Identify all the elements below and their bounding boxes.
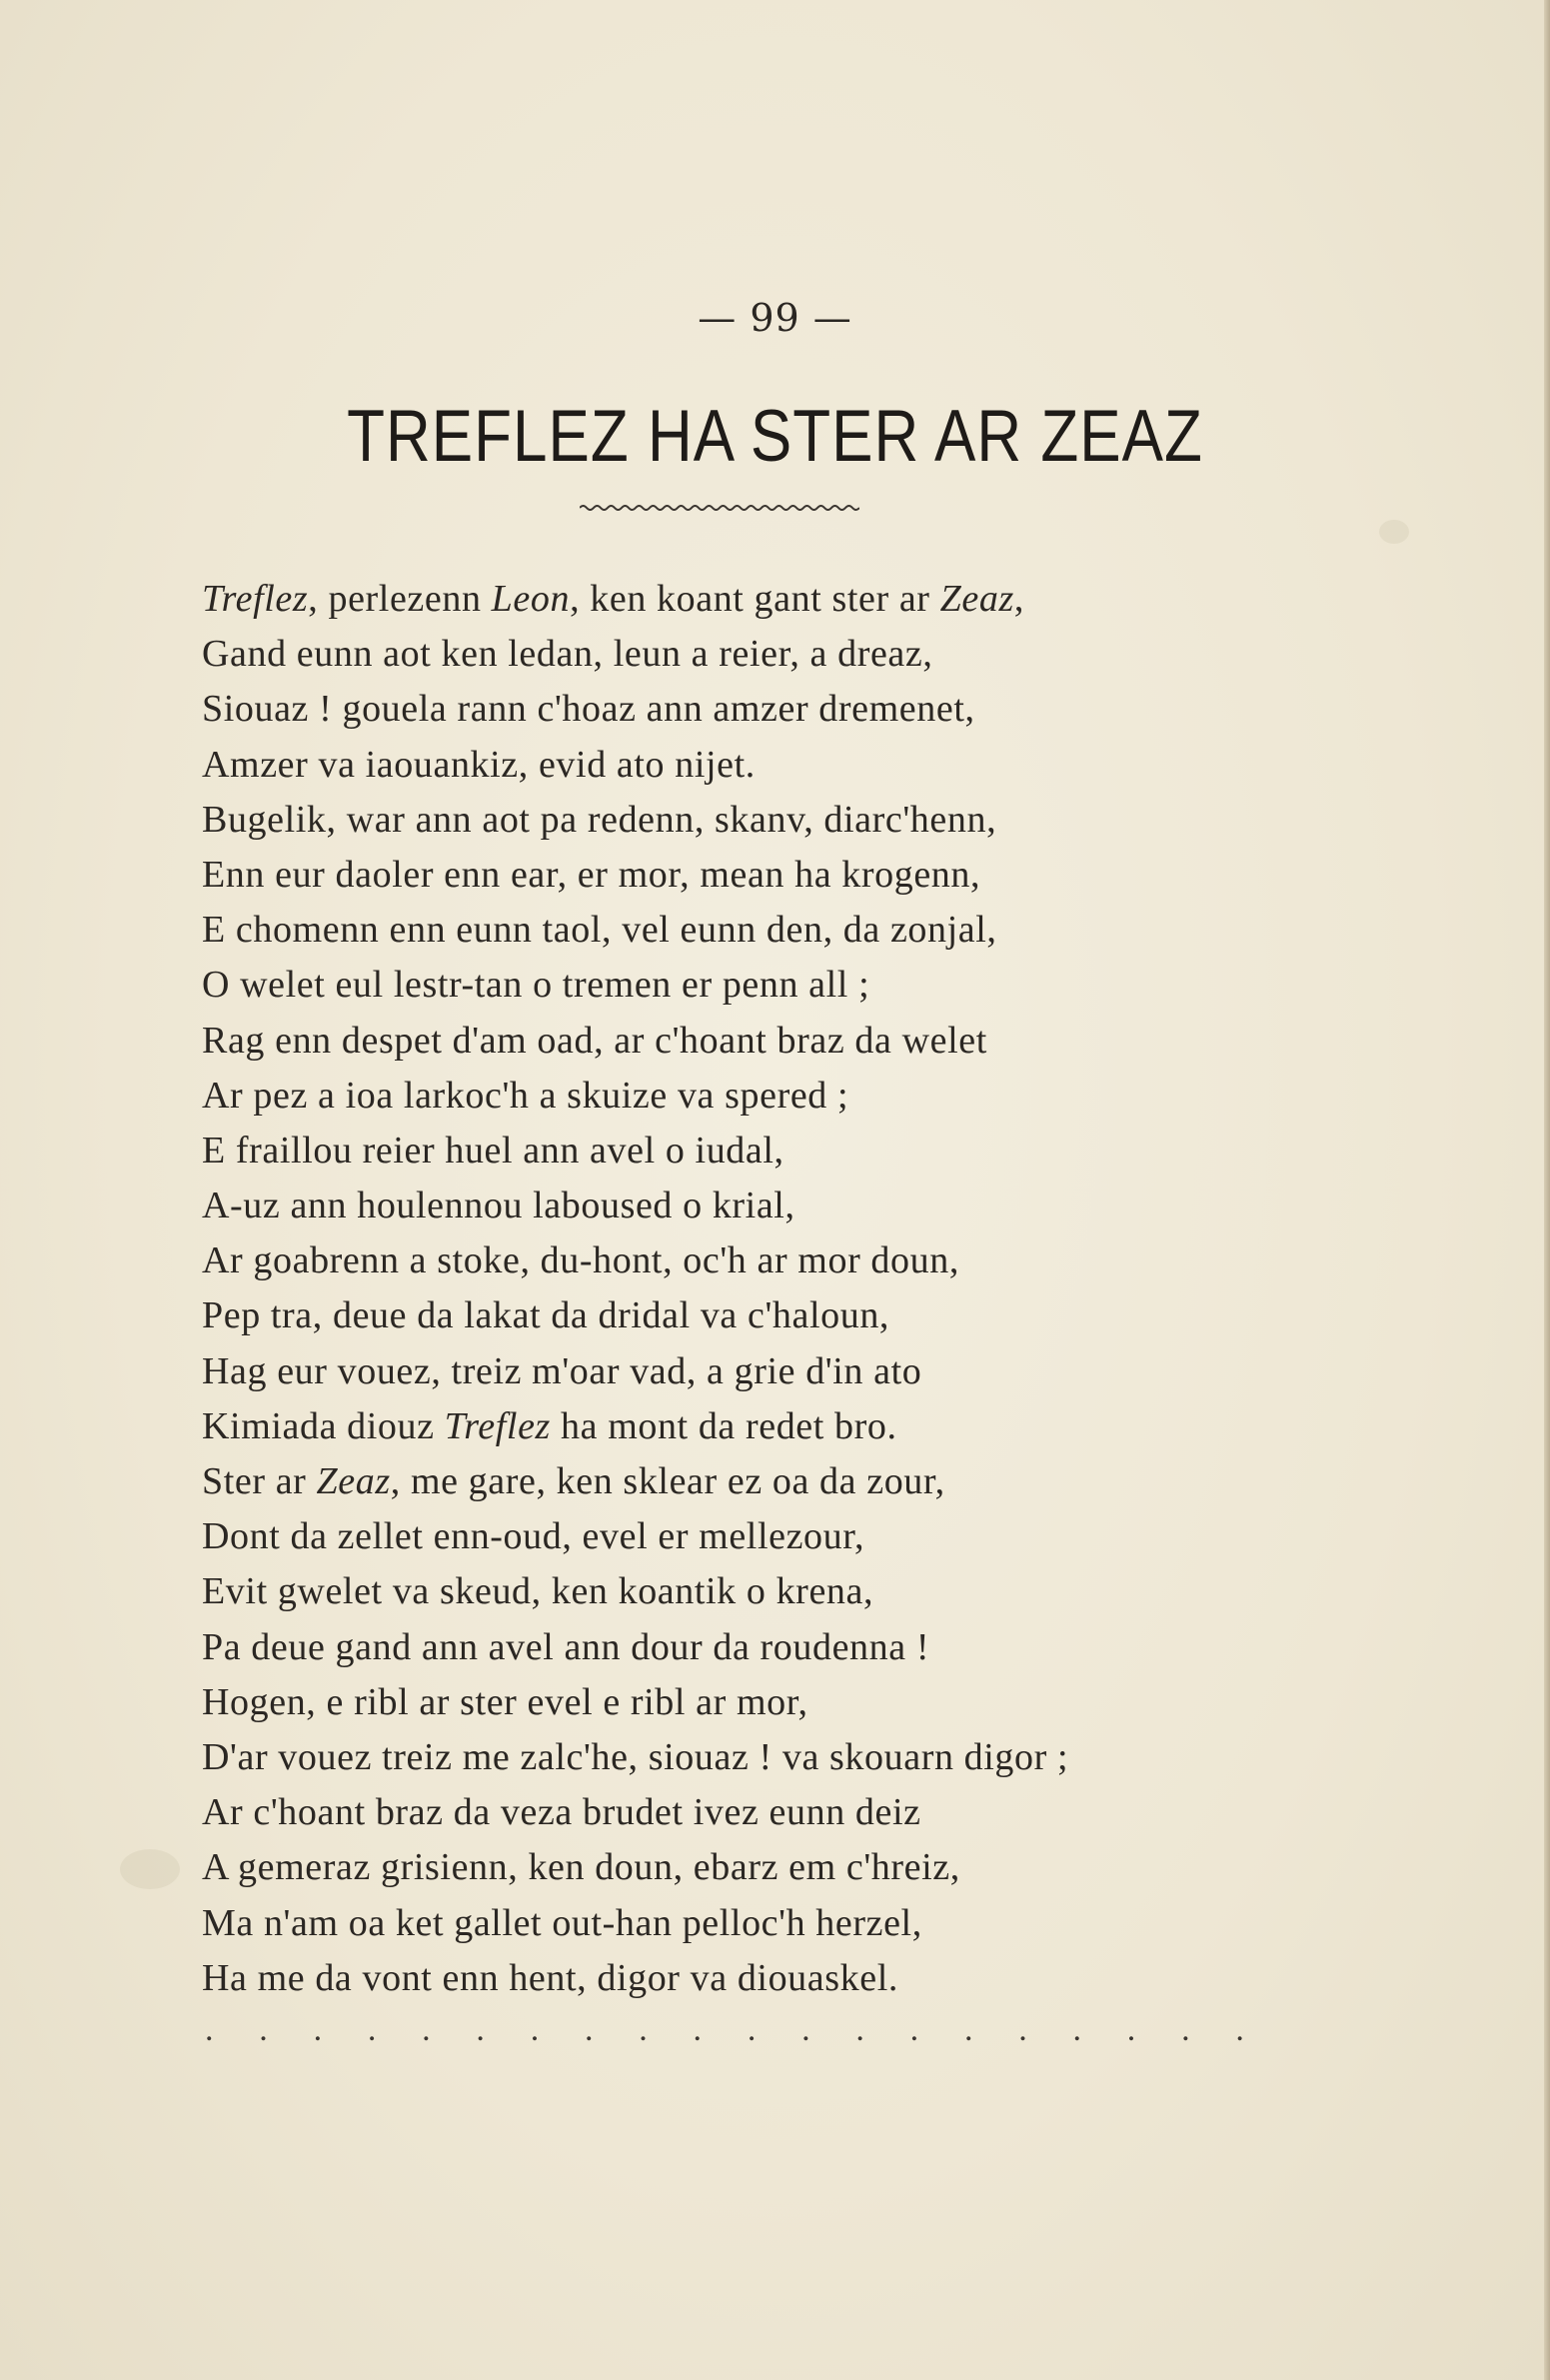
poem-line xyxy=(202,1014,1341,1069)
poem-text: Dont da zellet enn-oud, evel er mellezour, xyxy=(202,1515,865,1558)
poem-line xyxy=(202,1785,1341,1840)
ellipsis-dot: . xyxy=(639,2011,648,2048)
page-edge xyxy=(1544,0,1550,2380)
poem-line xyxy=(202,1179,1341,1233)
poem-italic-name: Leon xyxy=(491,578,571,620)
poem-text: A gemeraz grisienn, ken doun, ebarz em c'hreiz, xyxy=(202,1846,960,1889)
ellipsis-dot: . xyxy=(855,2011,864,2048)
poem-text: , me gare, ken sklear ez oa da zour, xyxy=(390,1460,945,1502)
ellipsis-dot: . xyxy=(1126,2011,1136,2048)
poem-text: Hag eur vouez, treiz m'oar vad, a grie d'in ato xyxy=(202,1349,922,1392)
poem-text: Siouaz ! gouela rann c'hoaz ann amzer dremenet, xyxy=(202,688,975,731)
ellipsis-dot: . xyxy=(584,2011,594,2048)
poem-text: Ster ar xyxy=(202,1460,317,1502)
poem-text: Ha me da vont enn hent, digor va diouaskel. xyxy=(202,1956,898,1999)
ellipsis-dot: . xyxy=(259,2011,268,2048)
ellipsis-dot: . xyxy=(476,2011,485,2048)
poem-text: , ken koant gant ster ar xyxy=(570,578,940,620)
poem-text: O welet eul lestr-tan o tremen er penn all ; xyxy=(202,964,870,1007)
poem-text: Bugelik, war ann aot pa redenn, skanv, diarc'henn, xyxy=(202,798,997,841)
poem-italic-name: Zeaz xyxy=(939,578,1014,620)
poem-line xyxy=(202,903,1341,958)
poem-text: Amzer va iaouankiz, evid ato nijet. xyxy=(202,743,756,786)
poem-text: Ar pez a ioa larkoc'h a skuize va spered ; xyxy=(202,1074,849,1117)
poem-line xyxy=(202,1675,1341,1730)
poem-text: Ma n'am oa ket gallet out-han pelloc'h herzel, xyxy=(202,1901,922,1944)
poem-line xyxy=(202,1399,1341,1454)
ellipsis-dot: . xyxy=(422,2011,431,2048)
ellipsis-dot: . xyxy=(367,2011,377,2048)
poem-text: Rag enn despet d'am oad, ar c'hoant braz da welet xyxy=(202,1019,987,1062)
poem-text: Gand eunn aot ken ledan, leun a reier, a dreaz, xyxy=(202,633,933,676)
poem-text: Pa deue gand ann avel ann dour da roudenna ! xyxy=(202,1625,930,1668)
poem-line xyxy=(202,958,1341,1013)
poem-line xyxy=(202,1730,1341,1785)
poem-text: ha mont da redet bro. xyxy=(550,1404,897,1447)
poem-text: , xyxy=(1013,578,1024,620)
paper-stain xyxy=(120,1849,180,1889)
ellipsis-dot: . xyxy=(1018,2011,1027,2048)
ellipsis-dot: . xyxy=(205,2011,214,2048)
page-number: — 99 — xyxy=(698,296,852,340)
poem-line xyxy=(202,1564,1341,1619)
poem-text: D'ar vouez treiz me zalc'he, siouaz ! va skouarn digor ; xyxy=(202,1735,1069,1778)
poem-text: Pep tra, deue da lakat da dridal va c'haloun, xyxy=(202,1294,890,1337)
ellipsis-dot: . xyxy=(530,2011,540,2048)
paper-stain xyxy=(1379,520,1409,544)
poem-title: TREFLEZ HA STER AR ZEAZ xyxy=(347,396,1203,478)
poem-text: Ar goabrenn a stoke, du-hont, oc'h ar mor doun, xyxy=(202,1239,959,1282)
poem-text: Kimiada diouz xyxy=(202,1404,445,1447)
ellipsis-dot: . xyxy=(1181,2011,1190,2048)
ellipsis-dot: . xyxy=(801,2011,810,2048)
ellipsis-dot: . xyxy=(1072,2011,1081,2048)
poem-italic-name: Zeaz xyxy=(316,1460,391,1502)
poem-line xyxy=(202,572,1341,627)
ellipsis-dot: . xyxy=(963,2011,973,2048)
poem-line xyxy=(202,1509,1341,1564)
ellipsis-dot: . xyxy=(1235,2011,1244,2048)
poem-text: E chomenn enn eunn taol, vel eunn den, da zonjal, xyxy=(202,909,997,952)
poem-italic-name: Treflez xyxy=(444,1404,551,1447)
poem-line xyxy=(202,793,1341,848)
poem-line xyxy=(202,1896,1341,1951)
poem-line xyxy=(202,627,1341,682)
ellipsis-dot: . xyxy=(747,2011,757,2048)
poem-line xyxy=(202,738,1341,793)
poem-text: Enn eur daoler enn ear, er mor, mean ha krogenn, xyxy=(202,853,981,896)
ellipsis-dot: . xyxy=(313,2011,323,2048)
ellipsis-row xyxy=(205,2011,1244,2049)
poem-text: Evit gwelet va skeud, ken koantik o krena, xyxy=(202,1570,874,1613)
poem-body xyxy=(202,572,1341,2006)
poem-line xyxy=(202,1344,1341,1399)
poem-text: , perlezenn xyxy=(308,578,492,620)
wavy-rule-ornament xyxy=(580,498,859,518)
ellipsis-dot: . xyxy=(693,2011,703,2048)
poem-line xyxy=(202,1620,1341,1675)
poem-text: E fraillou reier huel ann avel o iudal, xyxy=(202,1129,784,1172)
poem-line xyxy=(202,1069,1341,1124)
poem-text: A-uz ann houlennou laboused o krial, xyxy=(202,1185,795,1227)
ellipsis-dot: . xyxy=(909,2011,919,2048)
poem-line xyxy=(202,682,1341,737)
poem-line xyxy=(202,1124,1341,1179)
poem-line xyxy=(202,1233,1341,1288)
poem-line xyxy=(202,1951,1341,2006)
poem-line xyxy=(202,1454,1341,1509)
poem-italic-name: Treflez xyxy=(202,578,309,620)
poem-line xyxy=(202,1288,1341,1343)
poem-text: Hogen, e ribl ar ster evel e ribl ar mor, xyxy=(202,1680,808,1723)
poem-line xyxy=(202,848,1341,903)
poem-text: Ar c'hoant braz da veza brudet ivez eunn deiz xyxy=(202,1791,921,1834)
poem-line xyxy=(202,1840,1341,1895)
